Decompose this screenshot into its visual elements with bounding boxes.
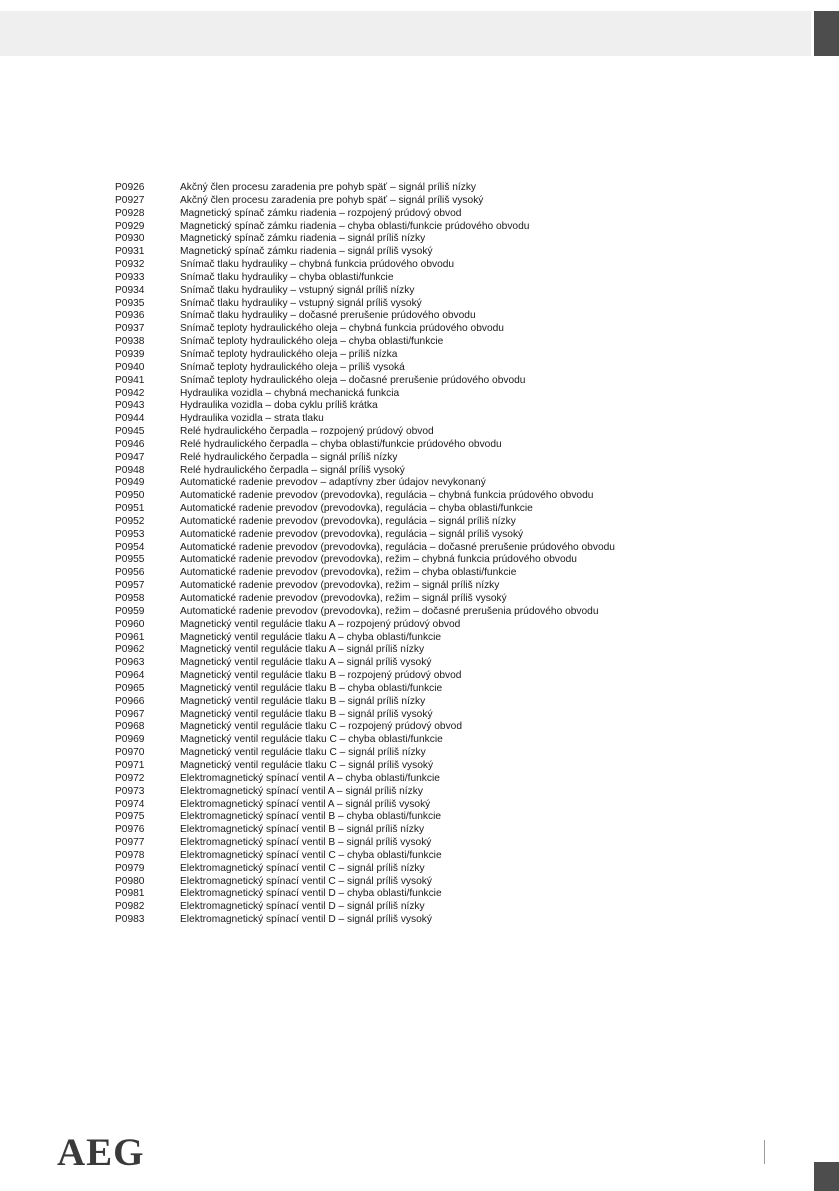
fault-code: P0934 (115, 284, 145, 296)
code-row (115, 554, 805, 567)
fault-code: P0971 (115, 759, 145, 771)
code-row (115, 914, 805, 927)
fault-description: Snímač tlaku hydrauliky – chyba oblasti/funkcie (180, 271, 394, 283)
code-row (115, 272, 805, 285)
fault-code: P0936 (115, 310, 145, 322)
fault-code: P0932 (115, 259, 145, 271)
fault-description: Hydraulika vozidla – doba cyklu príliš krátka (180, 400, 378, 412)
fault-description: Akčný člen procesu zaradenia pre pohyb späť – signál príliš vysoký (180, 194, 484, 206)
fault-description: Snímač teploty hydraulického oleja – chybná funkcia prúdového obvodu (180, 323, 504, 335)
fault-code: P0968 (115, 721, 145, 733)
fault-code: P0957 (115, 580, 145, 592)
fault-code-list (115, 182, 805, 927)
fault-code: P0976 (115, 824, 145, 836)
fault-description: Elektromagnetický spínací ventil D – signál príliš nízky (180, 901, 425, 913)
code-row (115, 426, 805, 439)
code-row (115, 349, 805, 362)
fault-code: P0941 (115, 374, 145, 386)
fault-description: Magnetický ventil regulácie tlaku C – signál príliš vysoký (180, 759, 434, 771)
code-row (115, 619, 805, 632)
code-row (115, 182, 805, 195)
code-row (115, 362, 805, 375)
code-row (115, 285, 805, 298)
fault-description: Magnetický ventil regulácie tlaku A – chyba oblasti/funkcie (180, 631, 442, 643)
code-row (115, 683, 805, 696)
fault-code: P0979 (115, 862, 145, 874)
fault-description: Elektromagnetický spínací ventil A – signál príliš nízky (180, 785, 423, 797)
fault-code: P0970 (115, 747, 145, 759)
fault-description: Automatické radenie prevodov – adaptívny zber údajov nevykonaný (180, 477, 486, 489)
code-row (115, 850, 805, 863)
code-row (115, 696, 805, 709)
code-row (115, 208, 805, 221)
fault-code: P0972 (115, 772, 145, 784)
fault-code: P0958 (115, 593, 145, 604)
code-row (115, 721, 805, 734)
fault-description: Elektromagnetický spínací ventil D – signál príliš vysoký (180, 914, 432, 926)
fault-description: Elektromagnetický spínací ventil B – chyba oblasti/funkcie (180, 811, 442, 823)
code-row (115, 580, 805, 593)
fault-description: Snímač teploty hydraulického oleja – chyba oblasti/funkcie (180, 336, 444, 348)
fault-description: Relé hydraulického čerpadla – signál príliš vysoký (180, 464, 405, 476)
code-row (115, 837, 805, 850)
fault-code: P0928 (115, 207, 145, 219)
fault-description: Magnetický ventil regulácie tlaku C – chyba oblasti/funkcie (180, 734, 443, 746)
fault-code: P0959 (115, 605, 145, 617)
fault-code: P0969 (115, 734, 145, 746)
page-edge-tab-bottom (814, 1162, 839, 1191)
fault-code: P0963 (115, 657, 145, 669)
fault-description: Snímač teploty hydraulického oleja – príliš nízka (180, 348, 398, 360)
fault-description: Relé hydraulického čerpadla – rozpojený prúdový obvod (180, 426, 434, 438)
code-row (115, 298, 805, 311)
code-row (115, 465, 805, 478)
fault-description: Magnetický spínač zámku riadenia – signál príliš vysoký (180, 246, 433, 258)
code-row (115, 593, 805, 606)
code-row (115, 670, 805, 683)
fault-description: Elektromagnetický spínací ventil B – signál príliš vysoký (180, 837, 432, 849)
fault-code: P0982 (115, 901, 145, 913)
code-row (115, 529, 805, 542)
code-row (115, 901, 805, 914)
code-row (115, 310, 805, 323)
fault-description: Magnetický spínač zámku riadenia – chyba oblasti/funkcie prúdového obvodu (180, 220, 530, 232)
fault-description: Elektromagnetický spínací ventil A – signál príliš vysoký (180, 798, 431, 810)
fault-code: P0955 (115, 554, 145, 566)
fault-code: P0929 (115, 220, 145, 232)
fault-code: P0983 (115, 914, 145, 926)
code-row (115, 490, 805, 503)
fault-code: P0930 (115, 233, 145, 245)
fault-description: Automatické radenie prevodov (prevodovka), regulácia – chybná funkcia prúdového obvodu (180, 490, 594, 502)
fault-description: Elektromagnetický spínací ventil C – chyba oblasti/funkcie (180, 849, 442, 861)
fault-description: Automatické radenie prevodov (prevodovka), režim – chyba oblasti/funkcie (180, 567, 517, 579)
code-row (115, 516, 805, 529)
fault-description: Automatické radenie prevodov (prevodovka), režim – dočasné prerušenia prúdového obvodu (180, 605, 599, 617)
fault-code: P0950 (115, 490, 145, 502)
fault-code: P0945 (115, 426, 145, 438)
fault-description: Snímač tlaku hydrauliky – vstupný signál príliš nízky (180, 284, 415, 296)
code-row (115, 323, 805, 336)
fault-code: P0931 (115, 246, 145, 258)
code-row (115, 747, 805, 760)
fault-code: P0980 (115, 875, 145, 887)
fault-description: Snímač tlaku hydrauliky – vstupný signál príliš vysoký (180, 297, 422, 309)
code-row (115, 632, 805, 645)
fault-code: P0960 (115, 618, 145, 630)
fault-code: P0973 (115, 785, 145, 797)
fault-code: P0964 (115, 670, 145, 682)
fault-code: P0978 (115, 849, 145, 861)
fault-code: P0966 (115, 695, 145, 707)
code-row (115, 811, 805, 824)
fault-description: Automatické radenie prevodov (prevodovka), regulácia – signál príliš vysoký (180, 528, 524, 540)
fault-code: P0942 (115, 387, 145, 399)
fault-description: Relé hydraulického čerpadla – signál príliš nízky (180, 451, 398, 463)
fault-description: Elektromagnetický spínací ventil D – chyba oblasti/funkcie (180, 888, 442, 900)
fault-description: Magnetický ventil regulácie tlaku B – signál príliš nízky (180, 695, 426, 707)
fault-code: P0956 (115, 567, 145, 579)
page-edge-tab-top (814, 11, 839, 56)
code-row (115, 606, 805, 619)
fault-description: Snímač teploty hydraulického oleja – príliš vysoká (180, 361, 405, 373)
code-row (115, 760, 805, 773)
code-row (115, 375, 805, 388)
code-row (115, 863, 805, 876)
fault-description: Elektromagnetický spínací ventil B – signál príliš nízky (180, 824, 425, 836)
fault-description: Snímač tlaku hydrauliky – dočasné prerušenie prúdového obvodu (180, 310, 476, 322)
fault-description: Snímač tlaku hydrauliky – chybná funkcia prúdového obvodu (180, 259, 455, 271)
fault-code: P0949 (115, 477, 145, 489)
code-row (115, 195, 805, 208)
code-row (115, 734, 805, 747)
code-row (115, 259, 805, 272)
fault-description: Automatické radenie prevodov (prevodovka), regulácia – chyba oblasti/funkcie (180, 503, 533, 515)
fault-description: Elektromagnetický spínací ventil C – signál príliš vysoký (180, 875, 432, 887)
code-row (115, 876, 805, 889)
fault-description: Automatické radenie prevodov (prevodovka), režim – signál príliš nízky (180, 580, 500, 592)
fault-description: Magnetický ventil regulácie tlaku B – chyba oblasti/funkcie (180, 682, 443, 694)
code-row (115, 542, 805, 555)
code-row (115, 824, 805, 837)
fault-code: P0965 (115, 682, 145, 694)
code-row (115, 799, 805, 812)
fault-code: P0952 (115, 515, 145, 527)
fault-description: Automatické radenie prevodov (prevodovka), regulácia – dočasné prerušenie prúdového obvodu (180, 541, 615, 553)
fault-description: Elektromagnetický spínací ventil C – signál príliš nízky (180, 862, 425, 874)
fault-code: P0951 (115, 503, 145, 515)
fault-description: Automatické radenie prevodov (prevodovka), regulácia – signál príliš nízky (180, 515, 516, 527)
code-row (115, 400, 805, 413)
fault-code: P0938 (115, 336, 145, 348)
fault-code: P0948 (115, 464, 145, 476)
fault-code: P0939 (115, 348, 145, 360)
code-row (115, 888, 805, 901)
code-row (115, 413, 805, 426)
fault-code: P0974 (115, 798, 145, 810)
fault-code: P0940 (115, 361, 145, 373)
fault-code: P0935 (115, 297, 145, 309)
code-row (115, 644, 805, 657)
code-row (115, 221, 805, 234)
fault-description: Magnetický ventil regulácie tlaku A – signál príliš nízky (180, 644, 425, 656)
fault-code: P0981 (115, 888, 145, 900)
fault-code: P0967 (115, 708, 145, 720)
fault-description: Magnetický ventil regulácie tlaku C – rozpojený prúdový obvod (180, 721, 463, 733)
code-row (115, 439, 805, 452)
code-row (115, 388, 805, 401)
code-row (115, 503, 805, 516)
code-row (115, 246, 805, 259)
fault-code: P0961 (115, 631, 145, 643)
fault-description: Relé hydraulického čerpadla – chyba oblasti/funkcie prúdového obvodu (180, 438, 502, 450)
fault-description: Automatické radenie prevodov (prevodovka), režim – chybná funkcia prúdového obvodu (180, 554, 577, 566)
fault-description: Magnetický spínač zámku riadenia – rozpojený prúdový obvod (180, 207, 462, 219)
fault-code: P0933 (115, 271, 145, 283)
code-row (115, 657, 805, 670)
fault-description: Akčný člen procesu zaradenia pre pohyb späť – signál príliš nízky (180, 182, 477, 193)
fault-code: P0953 (115, 528, 145, 540)
code-row (115, 233, 805, 246)
code-row (115, 709, 805, 722)
fault-code: P0946 (115, 438, 145, 450)
code-row (115, 477, 805, 490)
fault-code: P0926 (115, 182, 145, 193)
header-bar (0, 11, 811, 56)
code-row (115, 336, 805, 349)
fault-description: Hydraulika vozidla – strata tlaku (180, 413, 324, 425)
code-row (115, 773, 805, 786)
brand-logo: AEG (57, 1131, 145, 1174)
fault-description: Snímač teploty hydraulického oleja – dočasné prerušenie prúdového obvodu (180, 374, 526, 386)
fault-code: P0975 (115, 811, 145, 823)
fault-code: P0944 (115, 413, 145, 425)
fault-code: P0947 (115, 451, 145, 463)
fault-code: P0954 (115, 541, 145, 553)
code-row (115, 452, 805, 465)
fault-code: P0943 (115, 400, 145, 412)
fault-description: Magnetický ventil regulácie tlaku A – rozpojený prúdový obvod (180, 618, 461, 630)
fault-description: Automatické radenie prevodov (prevodovka), režim – signál príliš vysoký (180, 593, 507, 604)
fault-description: Magnetický spínač zámku riadenia – signál príliš nízky (180, 233, 426, 245)
code-row (115, 567, 805, 580)
fault-description: Magnetický ventil regulácie tlaku A – signál príliš vysoký (180, 657, 432, 669)
fault-code: P0977 (115, 837, 145, 849)
fault-description: Magnetický ventil regulácie tlaku C – signál príliš nízky (180, 747, 426, 759)
fault-description: Magnetický ventil regulácie tlaku B – signál príliš vysoký (180, 708, 433, 720)
fault-description: Magnetický ventil regulácie tlaku B – rozpojený prúdový obvod (180, 670, 462, 682)
fault-description: Elektromagnetický spínací ventil A – chyba oblasti/funkcie (180, 772, 440, 784)
code-row (115, 786, 805, 799)
footer-divider (764, 1140, 765, 1164)
fault-code: P0927 (115, 194, 145, 206)
fault-code: P0962 (115, 644, 145, 656)
fault-description: Hydraulika vozidla – chybná mechanická funkcia (180, 387, 400, 399)
fault-code: P0937 (115, 323, 145, 335)
